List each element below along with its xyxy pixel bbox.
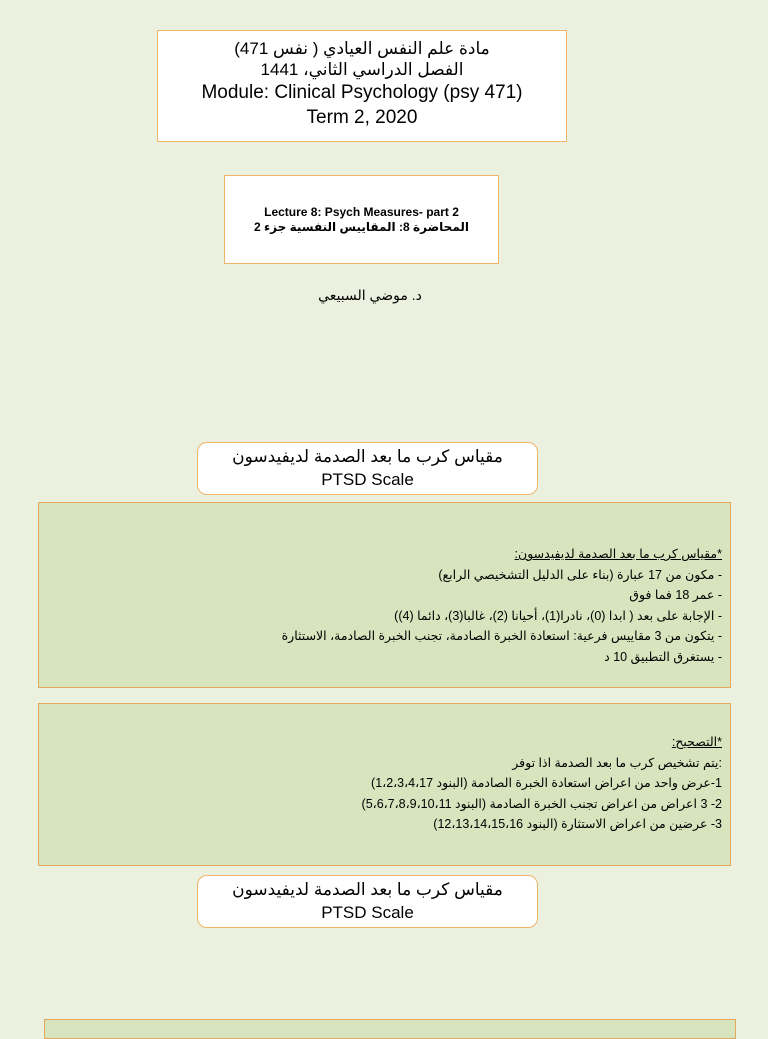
scoring-line: 2- 3 اعراض من اعراض تجنب الخبرة الصادمة (البنود 5،6،7،8،9،10،11)	[361, 796, 722, 811]
scoring-line: 1-عرض واحد من اعراض استعادة الخبرة الصادمة (البنود 1،2،3،4،17)	[371, 776, 722, 790]
scale-english-title: PTSD Scale	[321, 470, 414, 489]
info-line: - يتكون من 3 مقاييس فرعية: استعادة الخبرة الصادمة، تجنب الخبرة الصادمة، الاستثارة	[281, 629, 722, 643]
scale-arabic-title: مقياس كرب ما بعد الصدمة لديفيدسون	[232, 447, 503, 466]
scoring-box	[38, 703, 731, 866]
term-arabic-title: الفصل الدراسي الثاني، 1441	[260, 60, 464, 79]
scoring-line: 3- عرضين من اعراض الاستثارة (البنود 12،13،14،15،16)	[433, 817, 722, 831]
ptsd-scale-title-box	[197, 442, 538, 495]
lecture-title-box	[224, 175, 499, 264]
scoring-line: :يتم تشخيص كرب ما بعد الصدمة اذا توفر	[512, 755, 722, 770]
scoring-text	[362, 732, 722, 835]
next-content-box	[44, 1019, 736, 1039]
module-title: Module: Clinical Psychology (psy 471)	[201, 82, 523, 103]
scale-info-box	[38, 502, 731, 688]
scale-english-title: PTSD Scale	[321, 903, 414, 922]
lecture-english-title: Lecture 8: Psych Measures- part 2	[264, 205, 459, 219]
scoring-header: *التصحيح:	[671, 735, 722, 749]
ptsd-scale-title-box-2	[197, 875, 538, 928]
info-line: - عمر 18 فما فوق	[629, 588, 722, 602]
info-line: - الإجابة على بعد ( ابدا (0)، نادرا(1)، أحيانا (2)، غالبا(3)، دائما (4))	[394, 608, 722, 623]
lecture-arabic-title: المحاضرة 8: المقاييس النفسية جزء 2	[254, 220, 469, 234]
author-name: د. موضي السبيعي	[318, 287, 422, 303]
scale-info-header: *مقياس كرب ما بعد الصدمة لديفيدسون:	[514, 547, 722, 561]
course-title-box	[157, 30, 567, 142]
scale-info-text	[282, 544, 722, 667]
term-title: Term 2, 2020	[306, 107, 418, 128]
course-arabic-title: مادة علم النفس العيادي ( نفس 471)	[234, 39, 490, 58]
scale-arabic-title: مقياس كرب ما بعد الصدمة لديفيدسون	[232, 880, 503, 899]
info-line: - يستغرق التطبيق 10 د	[604, 649, 722, 664]
info-line: - مكون من 17 عبارة (بناء على الدليل التشخيصي الرابع)	[438, 567, 722, 582]
